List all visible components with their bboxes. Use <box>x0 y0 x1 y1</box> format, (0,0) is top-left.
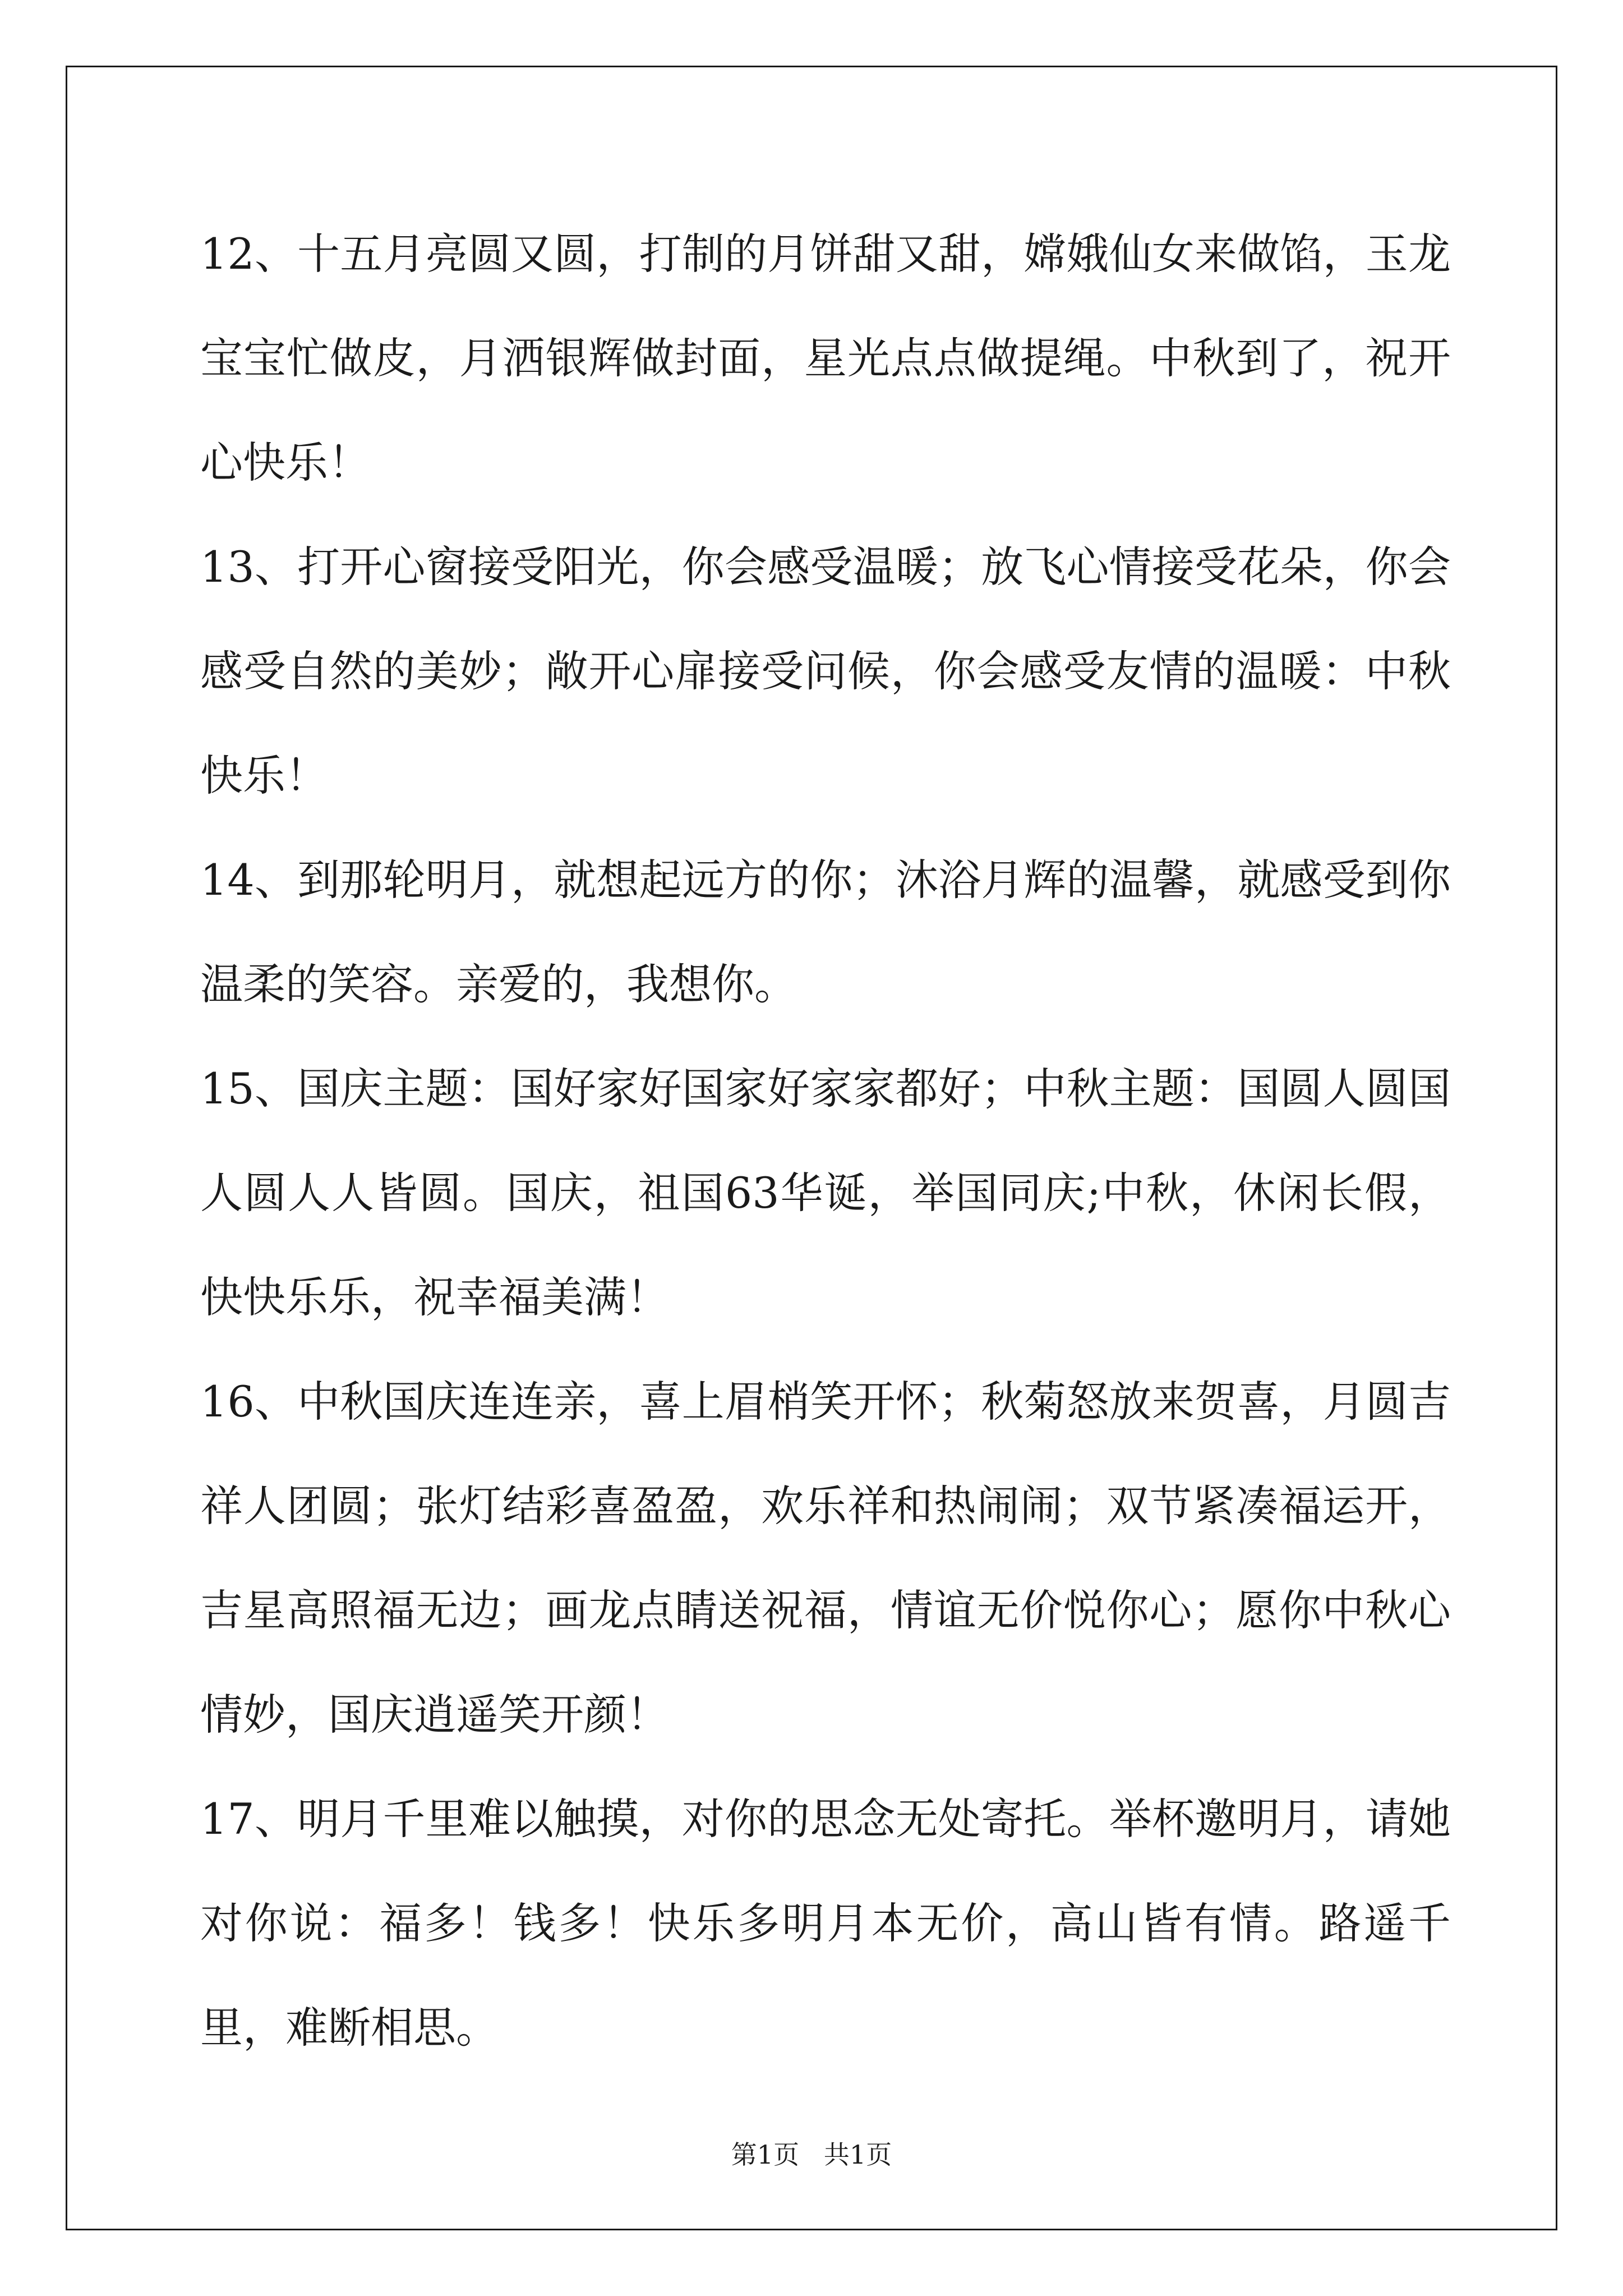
page-number-footer: 第1页 共1页 <box>731 2139 892 2170</box>
paragraph-13: 13、打开心窗接受阳光，你会感受温暖；放飞心情接受花朵，你会感受自然的美妙；敞开心扉接受问候，你会感受友情的温暖：中秋快乐！ <box>200 542 1451 800</box>
paragraph-15: 15、国庆主题：国好家好国家好家家都好；中秋主题：国圆人圆国人圆人人皆圆。国庆，祖国63华诞，举国同庆;中秋，休闲长假，快快乐乐，祝幸福美满！ <box>200 1064 1451 1322</box>
document-body <box>200 202 1451 2080</box>
paragraph-14: 14、到那轮明月，就想起远方的你；沐浴月辉的温馨，就感受到你温柔的笑容。亲爱的，我想你。 <box>200 855 1451 1009</box>
paragraph-17: 17、明月千里难以触摸，对你的思念无处寄托。举杯邀明月，请她对你说：福多！钱多！快乐多明月本无价，高山皆有情。路遥千里，难断相思。 <box>200 1794 1451 2053</box>
paragraph-12: 12、十五月亮圆又圆，打制的月饼甜又甜，嫦娥仙女来做馅，玉龙宝宝忙做皮，月洒银辉做封面，星光点点做提绳。中秋到了，祝开心快乐！ <box>200 229 1451 487</box>
paragraph-16: 16、中秋国庆连连亲，喜上眉梢笑开怀；秋菊怒放来贺喜，月圆吉祥人团圆；张灯结彩喜盈盈，欢乐祥和热闹闹；双节紧凑福运开，吉星高照福无边；画龙点睛送祝福，情谊无价悦你心；愿你中秋心情妙，国庆逍遥笑开颜！ <box>200 1377 1451 1740</box>
